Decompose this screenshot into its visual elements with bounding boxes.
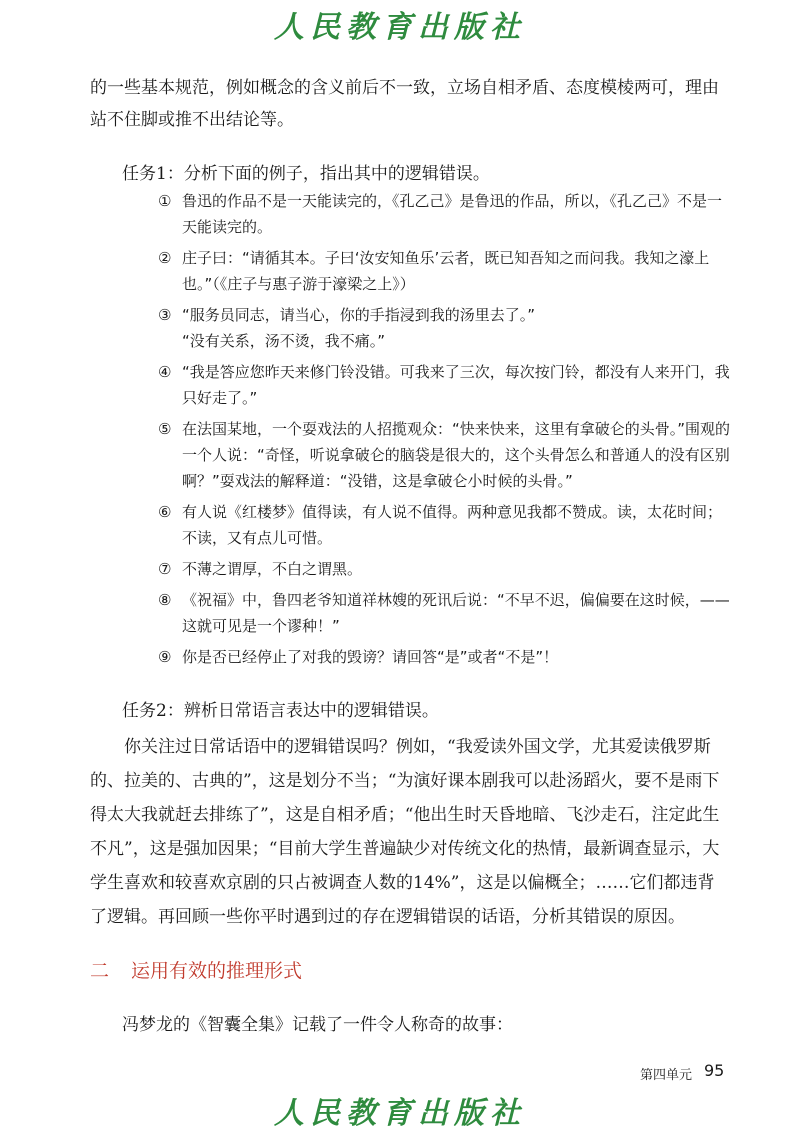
item-number: ① bbox=[158, 192, 172, 210]
section-number: 二 bbox=[90, 960, 110, 982]
publisher-watermark: 人民教育出版社 bbox=[274, 1096, 526, 1131]
intro-paragraph: 的一些基本规范，例如概念的含义前后不一致，立场自相矛盾、态度模棱两可，理由站不住脚或推不出结论等。 bbox=[90, 78, 719, 130]
list-item bbox=[158, 245, 733, 297]
task2-title: 任务2：辨析日常语言表达中的逻辑错误。 bbox=[122, 701, 439, 721]
task1-title: 任务1：分析下面的例子，指出其中的逻辑错误。 bbox=[122, 164, 490, 184]
item-text: “服务员同志，请当心，你的手指浸到我的汤里去了。” “没有关系，汤不烫，我不痛。” bbox=[182, 306, 536, 350]
task2-paragraph: 你关注过日常话语中的逻辑错误吗？例如，“我爱读外国文学，尤其爱读俄罗斯的、拉美的、古典的”，这是划分不当；“为演好课本剧我可以赴汤蹈火，要不是雨下得太大我就赶去排练了”，这是自相矛盾；“他出生时天昏地暗、飞沙走石，注定此生不凡”，这是强加因果；“目前大学生普遍缺少对传统文化的热情，最新调查显示，大学生喜欢和较喜欢京剧的只占被调查人数的14%”，这是以偏概全；……它们都违背了逻辑。再回顾一些你平时遇到过的存在逻辑错误的话语，分析其错误的原因。 bbox=[90, 737, 720, 927]
list-item bbox=[158, 644, 733, 670]
section-title: 运用有效的推理形式 bbox=[131, 960, 303, 982]
list-item bbox=[158, 302, 733, 354]
item-text: 庄子曰：“请循其本。子曰‘汝安知鱼乐’云者，既已知吾知之而问我。我知之濠上也。”（《庄子与惠子游于濠梁之上》） bbox=[182, 249, 710, 293]
story-intro: 冯梦龙的《智囊全集》记载了一件令人称奇的故事： bbox=[122, 1015, 513, 1035]
item-number: ② bbox=[158, 249, 172, 267]
list-item bbox=[158, 587, 733, 639]
item-number: ⑦ bbox=[158, 560, 172, 578]
list-item bbox=[158, 556, 733, 582]
item-number: ③ bbox=[158, 306, 172, 324]
item-text: 不薄之谓厚，不白之谓黑。 bbox=[182, 560, 363, 578]
list-item bbox=[158, 499, 733, 551]
item-number: ④ bbox=[158, 363, 172, 381]
list-item bbox=[158, 188, 733, 240]
page-number: 95 bbox=[704, 1061, 725, 1080]
list-item bbox=[158, 359, 733, 411]
item-number: ⑧ bbox=[158, 591, 172, 609]
item-text: 你是否已经停止了对我的毁谤？请回答“是”或者“不是”！ bbox=[182, 648, 559, 666]
item-text: 有人说《红楼梦》值得读，有人说不值得。两种意见我都不赞成。读，太花时间；不读，又有点儿可惜。 bbox=[182, 503, 723, 547]
item-text: 鲁迅的作品不是一天能读完的，《孔乙己》是鲁迅的作品，所以，《孔乙己》不是一天能读完的。 bbox=[182, 192, 723, 236]
publisher-watermark: 人民教育出版社 bbox=[274, 10, 526, 45]
list-item bbox=[158, 416, 733, 494]
item-number: ⑨ bbox=[158, 648, 172, 666]
footer-unit-label: 第四单元 bbox=[640, 1068, 693, 1083]
item-text: 《祝福》中，鲁四老爷知道祥林嫂的死讯后说：“不早不迟，偏偏要在这时候，——这就可见是一个谬种！” bbox=[182, 591, 730, 635]
example-list bbox=[158, 188, 733, 675]
item-number: ⑥ bbox=[158, 503, 172, 521]
section-heading bbox=[90, 956, 302, 983]
item-number: ⑤ bbox=[158, 420, 172, 438]
item-text: “我是答应您昨天来修门铃没错。可我来了三次，每次按门铃，都没有人来开门，我只好走了。” bbox=[182, 363, 730, 407]
item-text: 在法国某地，一个耍戏法的人招揽观众：“快来快来，这里有拿破仑的头骨。”围观的一个人说：“奇怪，听说拿破仑的脑袋是很大的，这个头骨怎么和普通人的没有区别啊？”耍戏法的解释道：“没错，这是拿破仑小时候的头骨。” bbox=[182, 420, 731, 490]
